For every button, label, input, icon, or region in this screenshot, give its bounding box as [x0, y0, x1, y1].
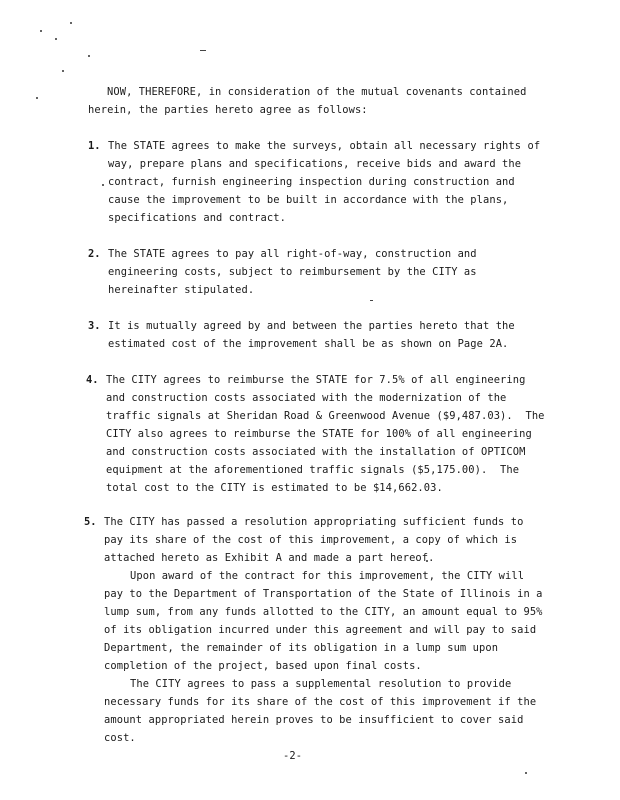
item-number: 2. — [88, 248, 101, 260]
scan-speck — [88, 55, 90, 57]
scan-speck — [102, 184, 104, 186]
item-2-line: The STATE agrees to pay all right-of-way, construction and — [108, 248, 477, 260]
item-4-line: traffic signals at Sheridan Road & Greenwood Avenue ($9,487.03). The — [106, 410, 545, 422]
scan-speck — [40, 30, 42, 32]
item-4-line: equipment at the aforementioned traffic signals ($5,175.00). The — [106, 464, 520, 476]
award-paragraph-line: lump sum, from any funds allotted to the CITY, an amount equal to 95% — [104, 606, 543, 618]
page-number: -2- — [283, 750, 303, 762]
item-4-line: and construction costs associated with the installation of OPTICOM — [106, 446, 526, 458]
item-5-line: The CITY has passed a resolution appropriating sufficient funds to — [104, 516, 524, 528]
supplemental-paragraph-line: cost. — [104, 732, 136, 744]
item-4-line: CITY also agrees to reimburse the STATE for 100% of all engineering — [106, 428, 532, 440]
item-3-line: It is mutually agreed by and between the parties hereto that the — [108, 320, 515, 332]
item-1-line: contract, furnish engineering inspection during construction and — [108, 176, 515, 188]
item-5-line: attached hereto as Exhibit A and made a part hereof. — [104, 552, 435, 564]
item-5-line: pay its share of the cost of this improvement, a copy of which is — [104, 534, 518, 546]
scan-speck — [36, 97, 38, 99]
supplemental-paragraph-line: The CITY agrees to pass a supplemental resolution to provide — [130, 678, 512, 690]
scan-speck — [62, 70, 64, 72]
award-paragraph-line: Department, the remainder of its obligation in a lump sum upon — [104, 642, 499, 654]
item-1-line: specifications and contract. — [108, 212, 286, 224]
item-number: 5. — [84, 516, 97, 528]
item-4-line: and construction costs associated with the modernization of the — [106, 392, 507, 404]
scan-mark — [200, 50, 206, 51]
scan-mark — [370, 300, 373, 301]
item-4-line: total cost to the CITY is estimated to be $14,662.03. — [106, 482, 443, 494]
scan-speck — [70, 22, 72, 24]
award-paragraph-line: completion of the project, based upon final costs. — [104, 660, 422, 672]
award-paragraph-line: pay to the Department of Transportation of the State of Illinois in a — [104, 588, 543, 600]
supplemental-paragraph-line: necessary funds for its share of the cost of this improvement if the — [104, 696, 537, 708]
supplemental-paragraph-line: amount appropriated herein proves to be insufficient to cover said — [104, 714, 524, 726]
award-paragraph-line: Upon award of the contract for this improvement, the CITY will — [130, 570, 525, 582]
item-number: 1. — [88, 140, 101, 152]
award-paragraph-line: of its obligation incurred under this agreement and will pay to said — [104, 624, 537, 636]
item-3-line: estimated cost of the improvement shall be as shown on Page 2A. — [108, 338, 509, 350]
item-number: 4. — [86, 374, 99, 386]
item-2-line: hereinafter stipulated. — [108, 284, 255, 296]
scan-speck — [55, 38, 57, 40]
intro-line: NOW, THEREFORE, in consideration of the mutual covenants contained — [107, 86, 527, 98]
item-number: 3. — [88, 320, 101, 332]
item-1-line: cause the improvement to be built in accordance with the plans, — [108, 194, 509, 206]
item-2-line: engineering costs, subject to reimbursement by the CITY as — [108, 266, 477, 278]
item-1-line: The STATE agrees to make the surveys, obtain all necessary rights of — [108, 140, 541, 152]
item-4-line: The CITY agrees to reimburse the STATE for 7.5% of all engineering — [106, 374, 526, 386]
scan-speck — [525, 772, 527, 774]
item-1-line: way, prepare plans and specifications, receive bids and award the — [108, 158, 522, 170]
intro-line: herein, the parties hereto agree as follows: — [88, 104, 368, 116]
